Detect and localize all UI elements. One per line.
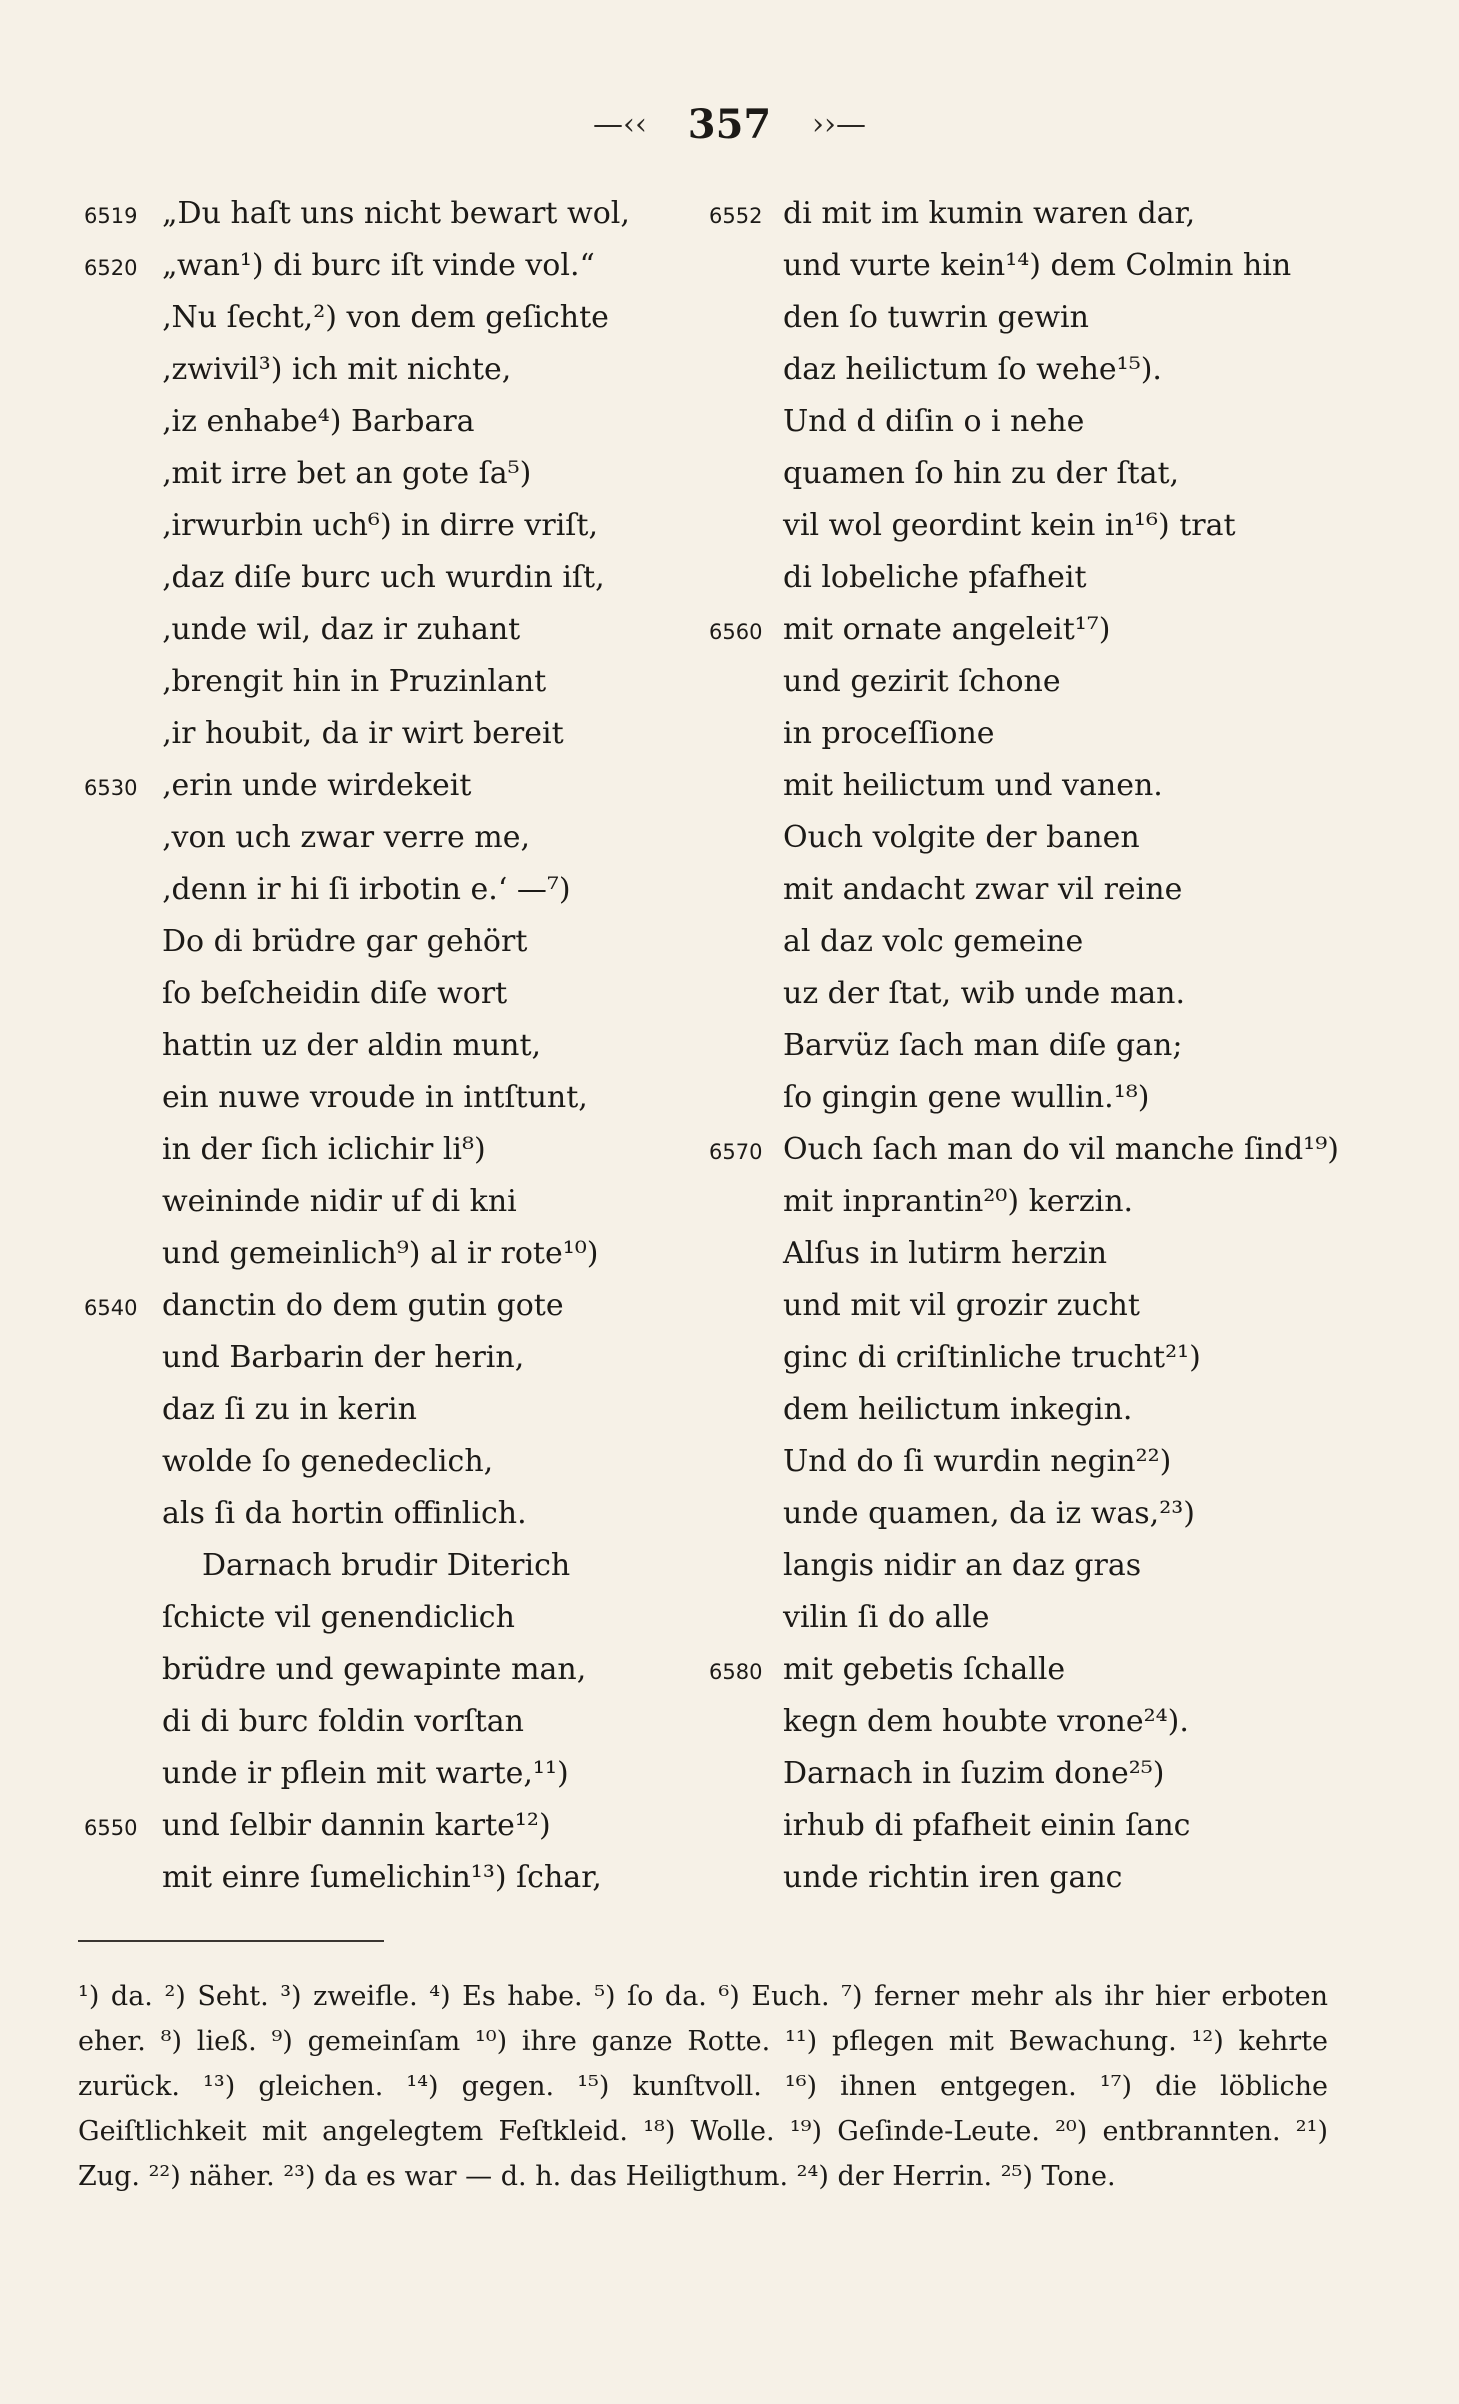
verse-line: [705, 240, 1405, 292]
verse-line: [705, 968, 1405, 1020]
verse-line: [705, 1488, 1405, 1540]
verse-text: ‚erin unde wirdekeit: [162, 768, 472, 803]
verse-line: [705, 1800, 1405, 1852]
verse-line: [80, 188, 690, 240]
verse-line: [705, 1540, 1405, 1592]
verse-text: „wan¹) di burc iſt vinde vol.“: [162, 248, 595, 283]
verse-text: unde quamen, da iz was,²³): [783, 1496, 1195, 1531]
verse-line: [705, 1332, 1405, 1384]
verse-line: [80, 292, 690, 344]
verse-line: [705, 292, 1405, 344]
verse-line: [80, 1748, 690, 1800]
verse-text: ‚irwurbin uch⁶) in dirre vriſt,: [162, 508, 598, 543]
verse-text: mit einre ſumelichin¹³) ſchar,: [162, 1860, 602, 1895]
verse-line: [705, 1020, 1405, 1072]
right-verse-column: [705, 188, 1405, 1904]
verse-line: [80, 1488, 690, 1540]
verse-line: [705, 1748, 1405, 1800]
verse-text: ſo gingin gene wullin.¹⁸): [783, 1080, 1150, 1115]
verse-line: [80, 656, 690, 708]
verse-text: unde richtin iren ganc: [783, 1860, 1123, 1895]
verse-line: [80, 1696, 690, 1748]
verse-line: [705, 812, 1405, 864]
verse-text: weininde nidir uf di kni: [162, 1184, 517, 1219]
verse-text: di di burc foldin vorſtan: [162, 1704, 525, 1739]
verse-line: [705, 344, 1405, 396]
verse-text: wolde ſo genedeclich,: [162, 1444, 494, 1479]
verse-text: mit heilictum und vanen.: [783, 768, 1163, 803]
verse-line: [80, 812, 690, 864]
verse-line: [80, 1228, 690, 1280]
line-number: 6520: [84, 256, 138, 280]
verse-text: ‚iz enhabe⁴) Barbara: [162, 404, 475, 439]
verse-line: [705, 604, 1405, 656]
verse-text: al daz volc gemeine: [783, 924, 1084, 959]
verse-text: Do di brüdre gar gehört: [162, 924, 528, 959]
verse-line: [705, 188, 1405, 240]
line-number: 6530: [84, 776, 138, 800]
verse-line: [80, 864, 690, 916]
verse-line: [80, 448, 690, 500]
verse-text: Darnach in ſuzim done²⁵): [783, 1756, 1165, 1791]
verse-line: [705, 916, 1405, 968]
verse-line: [80, 500, 690, 552]
verse-text: irhub di pfafheit einin ſanc: [783, 1808, 1191, 1843]
verse-line: [80, 1384, 690, 1436]
page-header: [0, 92, 1459, 155]
verse-line: [705, 448, 1405, 500]
verse-text: und gezirit ſchone: [783, 664, 1061, 699]
verse-text: uz der ſtat, wib unde man.: [783, 976, 1186, 1011]
verse-line: [80, 1852, 690, 1904]
line-number: 6552: [709, 204, 763, 228]
verse-text: quamen ſo hin zu der ſtat,: [783, 456, 1180, 491]
footnotes: ¹) da. ²) Seht. ³) zweifle. ⁴) Es habe. ⁵) ſo da. ⁶) Euch. ⁷) ferner mehr als ihr hier erboten eher. ⁸) ließ. ⁹) gemeinſam ¹⁰) ihre ganze Rotte. ¹¹) pflegen mit Bewachung. ¹²) kehrte zurück. ¹³) gleichen. ¹⁴) gegen. ¹⁵) kunſtvoll. ¹⁶) ihnen entgegen. ¹⁷) die löbliche Geiſtlichkeit mit angelegtem Feſtkleid. ¹⁸) Wolle. ¹⁹) Geſinde-Leute. ²⁰) entbrannten. ²¹) Zug. ²²) näher. ²³) da es war — d. h. das Heiligthum. ²⁴) der Herrin. ²⁵) Tone.: [78, 1981, 1328, 2192]
verse-line: [705, 708, 1405, 760]
page-number: 357: [687, 101, 772, 148]
verse-text: Alſus in lutirm herzin: [783, 1236, 1108, 1271]
verse-line: [705, 1124, 1405, 1176]
verse-line: [80, 1800, 690, 1852]
verse-line: [705, 500, 1405, 552]
verse-line: [705, 1176, 1405, 1228]
verse-text: mit ornate angeleit¹⁷): [783, 612, 1111, 647]
verse-line: [705, 1592, 1405, 1644]
line-number: 6570: [709, 1140, 763, 1164]
verse-line: [80, 1176, 690, 1228]
verse-line: [80, 708, 690, 760]
verse-text: ‚brengit hin in Pruzinlant: [162, 664, 547, 699]
verse-line: [80, 1280, 690, 1332]
verse-text: Ouch volgite der banen: [783, 820, 1140, 855]
verse-text: ‚unde wil, daz ir zuhant: [162, 612, 521, 647]
verse-line: [80, 916, 690, 968]
line-number: 6580: [709, 1660, 763, 1684]
verse-line: [705, 656, 1405, 708]
verse-line: [705, 1644, 1405, 1696]
line-number: 6550: [84, 1816, 138, 1840]
verse-text: hattin uz der aldin munt,: [162, 1028, 542, 1063]
verse-line: [80, 760, 690, 812]
verse-line: [705, 552, 1405, 604]
verse-text: ‚mit irre bet an gote ſa⁵): [162, 456, 532, 491]
verse-text: Barvüz ſach man diſe gan;: [783, 1028, 1183, 1063]
header-ornament-left: —‹‹: [593, 107, 648, 142]
verse-text: Darnach brudir Diterich: [202, 1548, 571, 1583]
verse-line: [80, 1644, 690, 1696]
verse-text: ‚denn ir hi ſi irbotin e.‘ —⁷): [162, 872, 571, 907]
verse-line: [705, 1280, 1405, 1332]
verse-text: und mit vil grozir zucht: [783, 1288, 1140, 1323]
verse-text: in der ſich iclichir li⁸): [162, 1132, 486, 1167]
verse-line: [705, 1228, 1405, 1280]
verse-line: [80, 1124, 690, 1176]
verse-line: [80, 552, 690, 604]
verse-text: langis nidir an daz gras: [783, 1548, 1142, 1583]
verse-line: [80, 1540, 690, 1592]
line-number: 6560: [709, 620, 763, 644]
verse-text: ſchicte vil genendiclich: [162, 1600, 515, 1635]
verse-line: [80, 1436, 690, 1488]
verse-text: mit inprantin²⁰) kerzin.: [783, 1184, 1134, 1219]
verse-line: [80, 1020, 690, 1072]
verse-line: [705, 1436, 1405, 1488]
verse-line: [705, 1072, 1405, 1124]
verse-text: Und d diſin o i nehe: [783, 404, 1085, 439]
verse-text: unde ir pflein mit warte,¹¹): [162, 1756, 569, 1791]
footnote-rule: [78, 1940, 384, 1942]
verse-text: mit andacht zwar vil reine: [783, 872, 1183, 907]
verse-line: [705, 760, 1405, 812]
verse-text: als ſi da hortin offinlich.: [162, 1496, 527, 1531]
verse-line: [80, 396, 690, 448]
verse-text: ‚Nu ſecht,²) von dem geſichte: [162, 300, 609, 335]
verse-line: [705, 1852, 1405, 1904]
verse-text: und ſelbir dannin karte¹²): [162, 1808, 551, 1843]
verse-text: vilin ſi do alle: [783, 1600, 990, 1635]
verse-text: ‚von uch zwar verre me,: [162, 820, 531, 855]
verse-text: Ouch ſach man do vil manche ſind¹⁹): [783, 1132, 1339, 1167]
verse-line: [80, 1072, 690, 1124]
verse-line: [705, 396, 1405, 448]
verse-text: danctin do dem gutin gote: [162, 1288, 564, 1323]
verse-line: [705, 1696, 1405, 1748]
verse-line: [80, 1332, 690, 1384]
verse-text: und vurte kein¹⁴) dem Colmin hin: [783, 248, 1292, 283]
verse-text: in proceſſione: [783, 716, 995, 751]
verse-text: ‚zwivil³) ich mit nichte,: [162, 352, 512, 387]
verse-text: mit gebetis ſchalle: [783, 1652, 1066, 1687]
verse-line: [80, 240, 690, 292]
header-ornament-right: ››—: [811, 107, 866, 142]
verse-line: [80, 968, 690, 1020]
verse-text: ‚daz diſe burc uch wurdin iſt,: [162, 560, 605, 595]
verse-line: [80, 344, 690, 396]
verse-text: brüdre und gewapinte man,: [162, 1652, 587, 1687]
verse-text: Und do ſi wurdin negin²²): [783, 1444, 1172, 1479]
left-verse-column: [80, 188, 690, 1904]
verse-text: den ſo tuwrin gewin: [783, 300, 1089, 335]
verse-text: di mit im kumin waren dar,: [783, 196, 1196, 231]
verse-text: daz ſi zu in kerin: [162, 1392, 417, 1427]
line-number: 6540: [84, 1296, 138, 1320]
line-number: 6519: [84, 204, 138, 228]
verse-text: und Barbarin der herin,: [162, 1340, 525, 1375]
verse-line: [80, 604, 690, 656]
verse-text: ein nuwe vroude in intſtunt,: [162, 1080, 588, 1115]
verse-text: und gemeinlich⁹) al ir rote¹⁰): [162, 1236, 599, 1271]
verse-text: dem heilictum inkegin.: [783, 1392, 1133, 1427]
verse-text: daz heilictum ſo wehe¹⁵).: [783, 352, 1162, 387]
verse-text: di lobeliche pfafheit: [783, 560, 1087, 595]
verse-text: ginc di criſtinliche trucht²¹): [783, 1340, 1201, 1375]
verse-text: ſo beſcheidin diſe wort: [162, 976, 508, 1011]
verse-line: [705, 864, 1405, 916]
verse-line: [80, 1592, 690, 1644]
verse-text: vil wol geordint kein in¹⁶) trat: [783, 508, 1236, 543]
verse-line: [705, 1384, 1405, 1436]
verse-text: kegn dem houbte vrone²⁴).: [783, 1704, 1189, 1739]
verse-text: „Du haſt uns nicht bewart wol,: [162, 196, 630, 231]
verse-text: ‚ir houbit, da ir wirt bereit: [162, 716, 564, 751]
